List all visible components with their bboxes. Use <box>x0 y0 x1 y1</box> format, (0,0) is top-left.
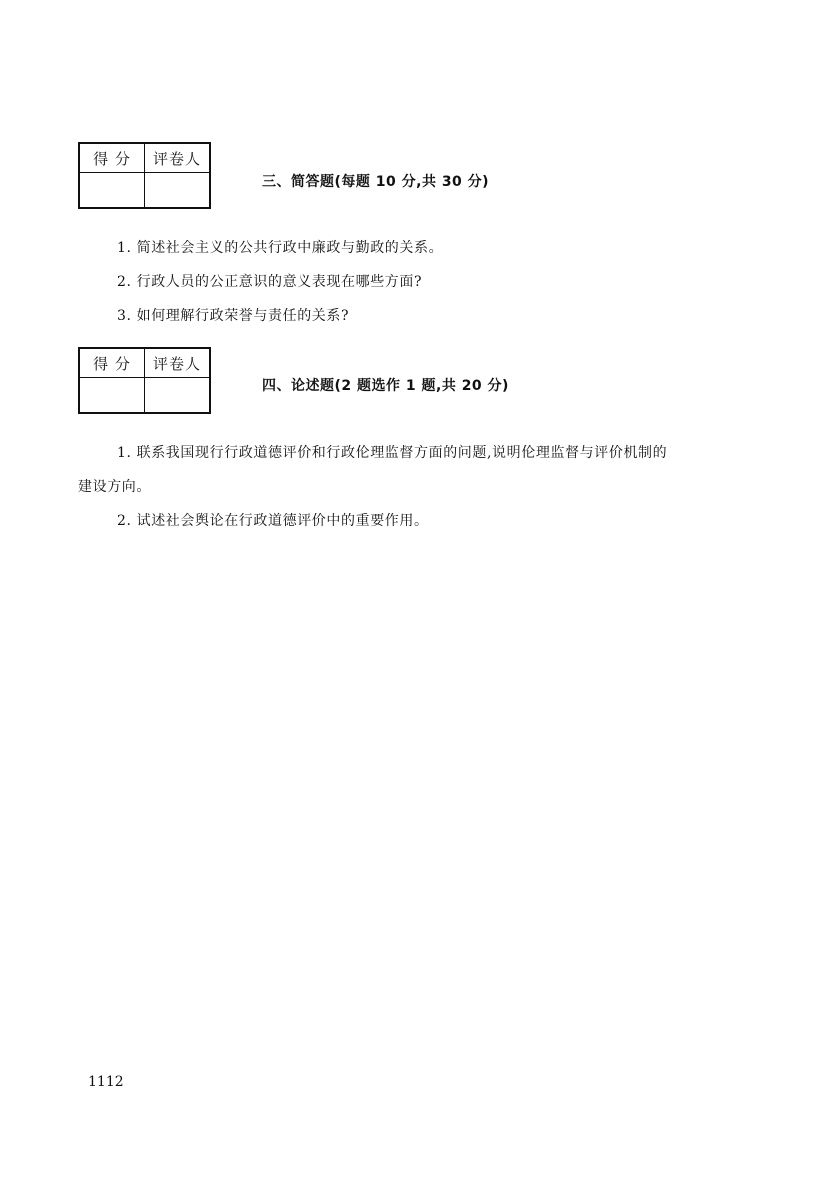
page-number: 1112 <box>88 1074 124 1090</box>
score-cell[interactable] <box>79 378 145 414</box>
section-3-question-3: 3. 如何理解行政荣誉与责任的关系? <box>117 308 350 324</box>
grader-header: 评卷人 <box>145 143 211 173</box>
section-3-question-1: 1. 简述社会主义的公共行政中廉政与勤政的关系。 <box>117 240 444 256</box>
section-4-question-1-continued: 建设方向。 <box>78 479 151 495</box>
grader-cell[interactable] <box>145 173 211 209</box>
section-4-title: 四、论述题(2 题选作 1 题,共 20 分) <box>262 378 509 394</box>
section-4-question-2: 2. 试述社会舆论在行政道德评价中的重要作用。 <box>117 513 429 529</box>
section-3-question-2: 2. 行政人员的公正意识的意义表现在哪些方面? <box>117 274 423 290</box>
section-3-title: 三、简答题(每题 10 分,共 30 分) <box>262 174 490 190</box>
score-table-section-4 <box>78 347 211 414</box>
grader-header: 评卷人 <box>145 348 211 378</box>
score-cell[interactable] <box>79 173 145 209</box>
grader-cell[interactable] <box>145 378 211 414</box>
score-header: 得 分 <box>79 143 145 173</box>
section-4-question-1: 1. 联系我国现行行政道德评价和行政伦理监督方面的问题,说明伦理监督与评价机制的 <box>117 445 668 461</box>
score-header: 得 分 <box>79 348 145 378</box>
score-table-section-3 <box>78 142 211 209</box>
